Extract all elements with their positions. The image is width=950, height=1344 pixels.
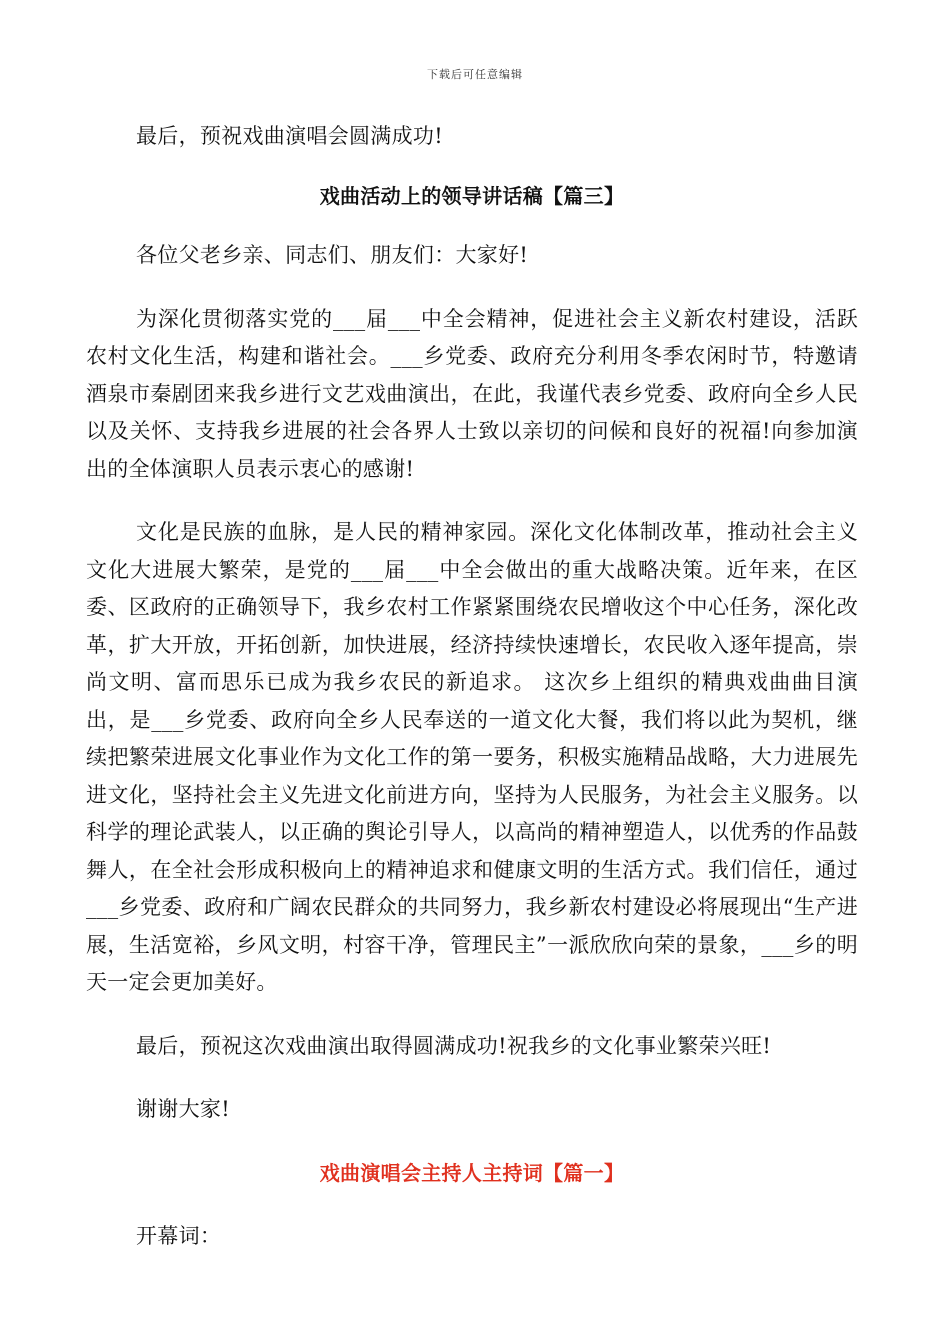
thanks-paragraph: 谢谢大家! — [136, 1097, 230, 1121]
section-title-host: 戏曲演唱会主持人主持词【篇一】 — [319, 1160, 625, 1185]
document-body — [86, 118, 858, 1256]
opening-label: 开幕词： — [136, 1224, 222, 1248]
page-header-note: 下载后可任意编辑 — [427, 68, 523, 81]
closing-paragraph: 最后，预祝戏曲演唱会圆满成功! — [136, 124, 443, 148]
greeting-paragraph: 各位父老乡亲、同志们、朋友们：大家好! — [136, 243, 529, 267]
body-paragraph-2: 文化是民族的血脉，是人民的精神家园。深化文化体制改革，推动社会主义文化大进展大繁荣，是党的___届___中全会做出的重大战略决策。近年来，在区委、区政府的正确领导下，我乡农村工作紧紧围绕农民增收这个中心任务，深化改革，扩大开放，开拓创新，加快进展，经济持续快速增长，农民收入逐年提高，崇尚文明、富而思乐已成为我乡农民的新追求。 这次乡上组织的精典戏曲曲目演出，是___乡党委、政府向全乡人民奉送的一道文化大餐，我们将以此为契机，继续把繁荣进展文化事业作为文化工作的第一要务，积极实施精品战略，大力进展先进文化，坚持社会主义先进文化前进方向，坚持为人民服务，为社会主义服务。以科学的理论武装人，以正确的舆论引导人，以高尚的精神塑造人，以优秀的作品鼓舞人，在全社会形成积极向上的精神追求和健康文明的生活方式。我们信任，通过___乡党委、政府和广阔农民群众的共同努力，我乡新农村建设必将展现出“生产进展，生活宽裕，乡风文明，村容干净，管理民主”一派欣欣向荣的景象，___乡的明天一定会更加美好。 — [86, 520, 858, 994]
body-paragraph-1: 为深化贯彻落实党的___届___中全会精神，促进社会主义新农村建设，活跃农村文化生活，构建和谐社会。___乡党委、政府充分利用冬季农闲时节，特邀请酒泉市秦剧团来我乡进行文艺戏曲演出，在此，我谨代表乡党委、政府向全乡人民以及关怀、支持我乡进展的社会各界人士致以亲切的问候和良好的祝福!向参加演出的全体演职人员表示衷心的感谢! — [86, 306, 858, 481]
wish-paragraph: 最后，预祝这次戏曲演出取得圆满成功!祝我乡的文化事业繁荣兴旺! — [136, 1033, 772, 1058]
section-title-speech: 戏曲活动上的领导讲话稿【篇三】 — [319, 183, 625, 208]
